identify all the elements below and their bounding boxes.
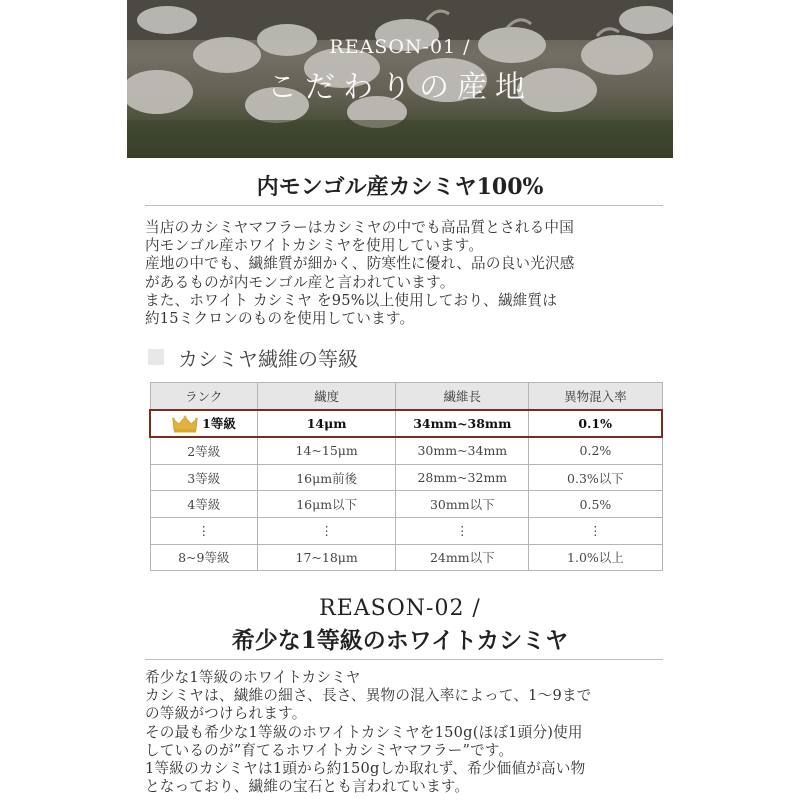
table-cell: 2等級	[150, 437, 258, 464]
paragraph-line: となっており、繊維の宝石とも言われています。	[145, 778, 470, 796]
table-row	[150, 517, 662, 544]
table-cell: 28mm~32mm	[396, 464, 529, 491]
table-cell: 0.5%	[529, 491, 662, 518]
table-cell: 4等級	[150, 491, 258, 518]
paragraph-line: しているのが”育てるホワイトカシミヤマフラー”です。	[145, 741, 514, 759]
table-cell: 1.0%以上	[529, 544, 662, 571]
divider	[145, 205, 663, 206]
crown-icon	[172, 415, 198, 433]
column-header: 異物混入率	[529, 383, 662, 410]
table-cell: 24mm以下	[396, 544, 529, 571]
table-cell: 3等級	[150, 464, 258, 491]
table-row-highlighted	[150, 410, 662, 438]
table-cell: ⋮	[258, 517, 396, 544]
table-cell: 8~9等級	[150, 544, 258, 571]
table-cell: 0.2%	[529, 437, 662, 464]
paragraph-line: また、ホワイト カシミヤ を95%以上使用しており、繊維質は	[145, 291, 558, 309]
table-cell: ⋮	[150, 517, 258, 544]
table-cell: ⋮	[529, 517, 662, 544]
table-cell: ⋮	[396, 517, 529, 544]
table-row	[150, 491, 662, 518]
table-cell: 14μm	[258, 410, 396, 438]
table-row	[150, 437, 662, 464]
paragraph-line: 産地の中でも、繊維質が細かく、防寒性に優れ、品の良い光沢感	[145, 255, 575, 273]
table-row	[150, 544, 662, 571]
reason-02-label: REASON-02 /	[319, 596, 481, 621]
table-cell: 0.1%	[529, 410, 662, 438]
table-cell: 30mm以下	[396, 491, 529, 518]
grade-table-heading	[148, 344, 358, 370]
section1-paragraph	[145, 219, 665, 328]
divider	[145, 659, 663, 660]
paragraph-line: 約15ミクロンのものを使用しています。	[145, 310, 415, 328]
section2-title: 希少な1等級のホワイトカシミヤ	[231, 627, 569, 654]
paragraph-line: 当店のカシミヤマフラーはカシミヤの中でも高品質とされる中国	[145, 219, 575, 236]
table-cell: 16μm以下	[258, 491, 396, 518]
paragraph-line: 希少な1等級のホワイトカシミヤ	[145, 669, 361, 686]
grade-table-heading-label: カシミヤ繊維の等級	[178, 346, 358, 371]
table-header-row	[150, 383, 662, 410]
paragraph-line: その最も希少な1等級のホワイトカシミヤを150g(ほぼ1頭分)使用	[145, 723, 583, 741]
rank-label: 1等級	[202, 415, 236, 431]
paragraph-line: の等級がつけられます。	[145, 705, 307, 723]
column-header: 繊度	[258, 383, 396, 410]
section1-title: 内モンゴル産カシミヤ100%	[256, 174, 544, 200]
paragraph-line: 1等級のカシミヤは1頭から約150gしか取れず、希少価値が高い物	[145, 760, 586, 778]
table-cell: 34mm~38mm	[396, 410, 529, 438]
grade-table	[149, 382, 663, 571]
table-cell: 14~15μm	[258, 437, 396, 464]
section2-paragraph	[145, 669, 665, 796]
table-cell: 16μm前後	[258, 464, 396, 491]
table-cell: 0.3%以下	[529, 464, 662, 491]
hero-banner	[127, 0, 673, 158]
column-header: 繊維長	[396, 383, 529, 410]
square-bullet-icon	[148, 349, 164, 365]
table-cell	[150, 410, 258, 438]
table-cell: 17~18μm	[258, 544, 396, 571]
reason-01-label: REASON-01 /	[329, 36, 471, 58]
paragraph-line: があるものが内モンゴル産と言われています。	[145, 273, 455, 291]
table-cell: 30mm~34mm	[396, 437, 529, 464]
column-header: ランク	[150, 383, 258, 410]
table-row	[150, 464, 662, 491]
paragraph-line: カシミヤは、繊維の細さ、長さ、異物の混入率によって、1～9まで	[145, 687, 592, 705]
reason-01-title: こだわりの産地	[267, 70, 533, 105]
paragraph-line: 内モンゴル産ホワイトカシミヤを使用しています。	[145, 237, 484, 255]
